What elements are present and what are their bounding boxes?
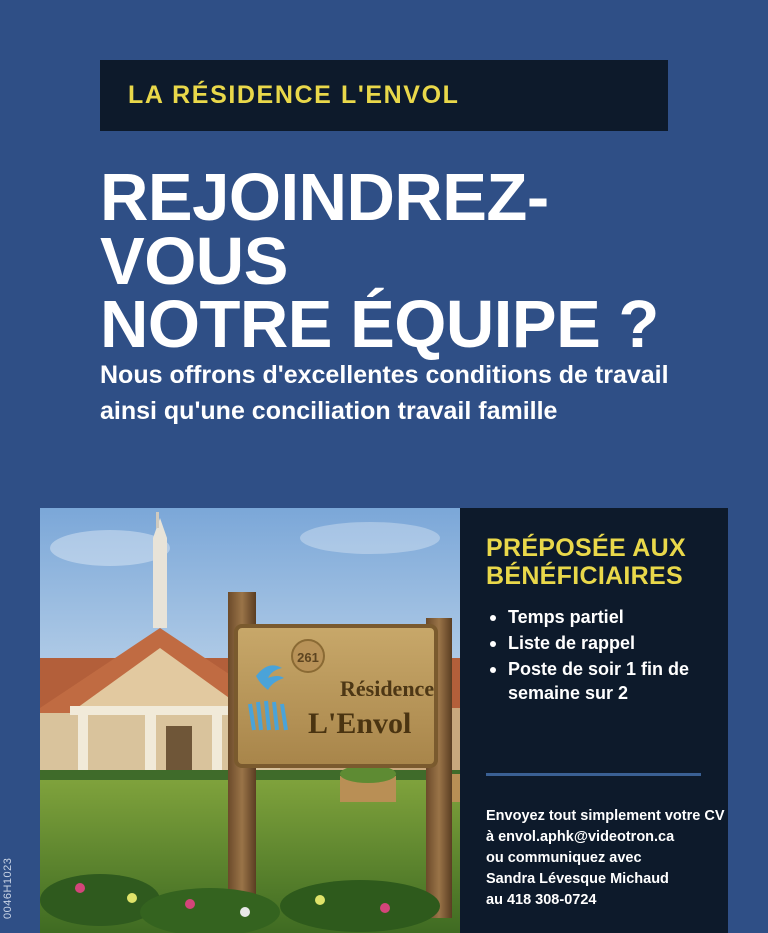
job-title: [486, 534, 706, 590]
list-item: Liste de rappel: [486, 632, 706, 656]
page-title: [100, 160, 700, 363]
banner-label: LA RÉSIDENCE L'ENVOL: [128, 81, 460, 109]
job-bullet-list: [486, 606, 706, 706]
contact-phone[interactable]: au 418 308-0724: [486, 892, 597, 909]
contact-email[interactable]: à envol.aphk@videotron.ca: [486, 829, 675, 846]
banner: [100, 60, 668, 131]
svg-text:261: 261: [297, 650, 319, 665]
list-item: Poste de soir 1 fin de semaine sur 2: [486, 658, 706, 706]
job-title-line-2: BÉNÉFICIAIRES: [486, 562, 683, 590]
headline-line-1: REJOINDREZ-VOUS: [100, 160, 549, 299]
building-photo: [40, 508, 460, 933]
svg-text:L'Envol: L'Envol: [308, 707, 412, 740]
contact-line-1: Envoyez tout simplement votre CV: [486, 808, 725, 824]
contact-name: Sandra Lévesque Michaud: [486, 871, 669, 888]
contact-block: [486, 806, 725, 911]
photo-illustration: [40, 508, 460, 933]
job-title-line-1: PRÉPOSÉE AUX: [486, 534, 686, 562]
document-code: 0046H1023: [2, 857, 14, 919]
svg-text:Résidence: Résidence: [340, 676, 435, 701]
list-item: Temps partiel: [486, 606, 706, 630]
headline-line-2: NOTRE ÉQUIPE ?: [100, 287, 659, 363]
contact-line-3: ou communiquez avec: [486, 850, 642, 867]
divider: [486, 773, 701, 776]
job-panel: [460, 508, 728, 933]
subheadline: Nous offrons d'excellentes conditions de travail ainsi qu'une conciliation travail famille: [100, 361, 669, 425]
